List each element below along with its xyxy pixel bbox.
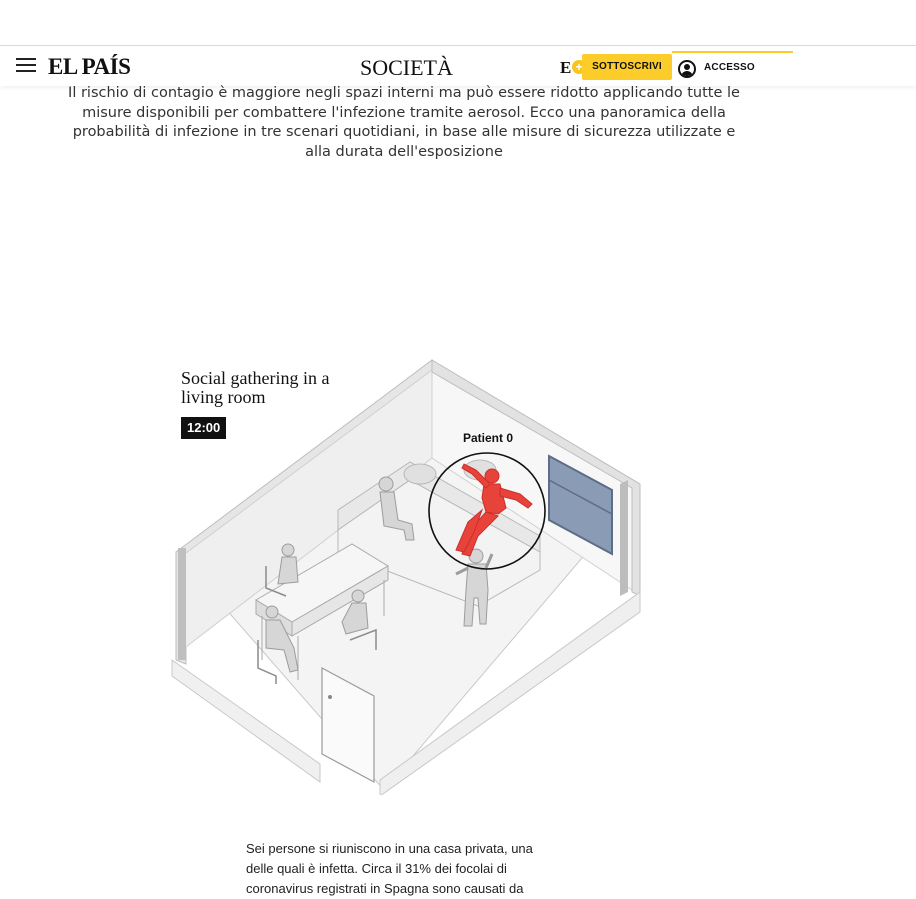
section-title[interactable]: SOCIETÀ (360, 55, 453, 80)
patient-zero-label: Patient 0 (463, 431, 514, 445)
top-blank-bar (0, 0, 916, 45)
figure-title: Social gathering in a living room (181, 368, 330, 407)
living-room-illustration (160, 355, 660, 795)
access-label: ACCESSO (704, 62, 755, 73)
plus-icon: + (572, 60, 586, 74)
el-pais-logo[interactable]: EL PAÍS (48, 54, 131, 79)
site-header (0, 45, 916, 86)
access-button[interactable] (672, 51, 793, 83)
eplus-letter: E (560, 58, 572, 77)
time-badge: 12:00 (181, 417, 226, 439)
subscribe-button[interactable]: SOTTOSCRIVI (582, 54, 672, 80)
eplus-logo[interactable] (560, 58, 583, 78)
user-account-icon (678, 60, 696, 78)
figure-caption: Sei persone si riuniscono in una casa privata, una delle quali è infetta. Circa il 31% dei focolai di coronavirus registrati in Spagna sono causati da (246, 841, 533, 896)
article-intro: Il rischio di contagio è maggiore negli spazi interni ma può essere ridotto applicando tutte le misure disponibili per combattere l'infezione tramite aerosol. Ecco una panoramica della probabilità di infezione in tre scenari quotidiani, in base alle misure di sicurezza utilizzate e alla durata dell'esposizione (68, 85, 740, 160)
hamburger-menu-icon[interactable] (16, 58, 36, 74)
